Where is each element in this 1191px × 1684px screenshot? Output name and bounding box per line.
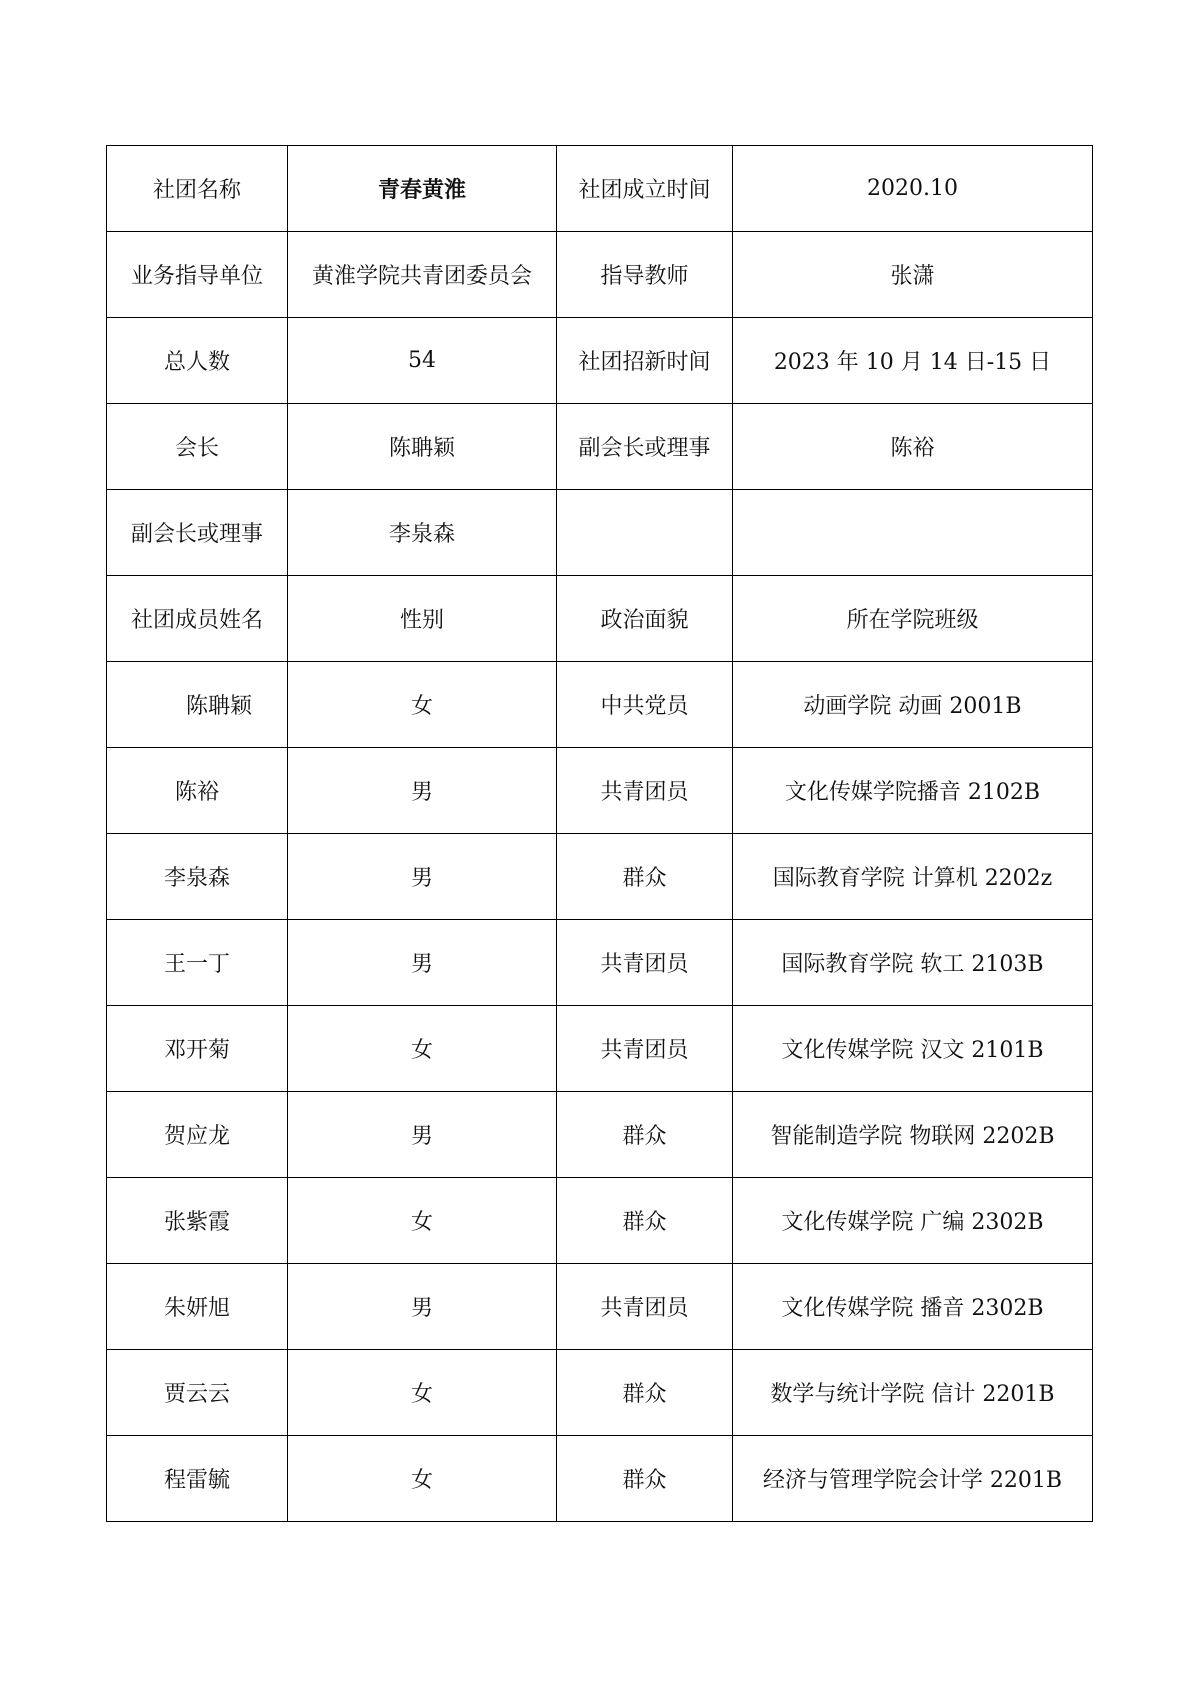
member-gender: 男: [288, 834, 557, 920]
member-college-class: 文化传媒学院 汉文 2101B: [733, 1006, 1093, 1092]
member-row: [107, 920, 1093, 1006]
member-gender: 女: [288, 1436, 557, 1522]
member-gender: 男: [288, 1264, 557, 1350]
member-row: [107, 1092, 1093, 1178]
member-gender: 女: [288, 662, 557, 748]
member-name: 程雷毓: [107, 1436, 288, 1522]
label-club-name: 社团名称: [107, 146, 288, 232]
info-row-club-name: [107, 146, 1093, 232]
label-supervising-unit: 业务指导单位: [107, 232, 288, 318]
value-president: 陈聃颖: [288, 404, 557, 490]
empty-cell: [557, 490, 733, 576]
value-founded-time: 2020.10: [733, 146, 1093, 232]
member-row: [107, 1178, 1093, 1264]
member-political-status: 中共党员: [557, 662, 733, 748]
header-gender: 性别: [288, 576, 557, 662]
member-college-class: 国际教育学院 计算机 2202z: [733, 834, 1093, 920]
club-info-table: [106, 145, 1093, 1522]
member-political-status: 共青团员: [557, 748, 733, 834]
label-recruit-time: 社团招新时间: [557, 318, 733, 404]
info-row-supervisor: [107, 232, 1093, 318]
header-college-class: 所在学院班级: [733, 576, 1093, 662]
label-founded-time: 社团成立时间: [557, 146, 733, 232]
label-advisor: 指导教师: [557, 232, 733, 318]
member-college-class: 智能制造学院 物联网 2202B: [733, 1092, 1093, 1178]
member-political-status: 群众: [557, 1436, 733, 1522]
member-name: 张紫霞: [107, 1178, 288, 1264]
info-row-members-count: [107, 318, 1093, 404]
info-row-vice-president: [107, 490, 1093, 576]
label-vice-president-2: 副会长或理事: [107, 490, 288, 576]
label-president: 会长: [107, 404, 288, 490]
member-row: [107, 1350, 1093, 1436]
member-name: 邓开菊: [107, 1006, 288, 1092]
member-gender: 男: [288, 920, 557, 1006]
member-college-class: 数学与统计学院 信计 2201B: [733, 1350, 1093, 1436]
member-college-class: 文化传媒学院播音 2102B: [733, 748, 1093, 834]
member-name: 朱妍旭: [107, 1264, 288, 1350]
member-gender: 男: [288, 1092, 557, 1178]
member-name: 陈聃颖: [107, 662, 288, 748]
member-college-class: 文化传媒学院 广编 2302B: [733, 1178, 1093, 1264]
member-political-status: 群众: [557, 1178, 733, 1264]
member-political-status: 共青团员: [557, 1006, 733, 1092]
member-row: [107, 1436, 1093, 1522]
value-recruit-time: 2023 年 10 月 14 日-15 日: [733, 318, 1093, 404]
member-college-class: 文化传媒学院 播音 2302B: [733, 1264, 1093, 1350]
member-header-row: [107, 576, 1093, 662]
value-supervising-unit: 黄淮学院共青团委员会: [288, 232, 557, 318]
header-political-status: 政治面貌: [557, 576, 733, 662]
empty-cell: [733, 490, 1093, 576]
info-row-president: [107, 404, 1093, 490]
value-club-name: 青春黄淮: [288, 146, 557, 232]
value-total-members: 54: [288, 318, 557, 404]
member-college-class: 经济与管理学院会计学 2201B: [733, 1436, 1093, 1522]
member-name: 王一丁: [107, 920, 288, 1006]
member-political-status: 群众: [557, 834, 733, 920]
member-political-status: 群众: [557, 1350, 733, 1436]
member-gender: 女: [288, 1350, 557, 1436]
member-name: 贺应龙: [107, 1092, 288, 1178]
member-political-status: 共青团员: [557, 920, 733, 1006]
value-advisor: 张潇: [733, 232, 1093, 318]
member-political-status: 共青团员: [557, 1264, 733, 1350]
member-name: 陈裕: [107, 748, 288, 834]
member-political-status: 群众: [557, 1092, 733, 1178]
value-vice-president: 陈裕: [733, 404, 1093, 490]
label-vice-president: 副会长或理事: [557, 404, 733, 490]
member-gender: 男: [288, 748, 557, 834]
member-college-class: 动画学院 动画 2001B: [733, 662, 1093, 748]
member-name: 贾云云: [107, 1350, 288, 1436]
header-member-name: 社团成员姓名: [107, 576, 288, 662]
member-name: 李泉森: [107, 834, 288, 920]
member-row: [107, 1006, 1093, 1092]
label-total-members: 总人数: [107, 318, 288, 404]
member-row: [107, 662, 1093, 748]
member-gender: 女: [288, 1006, 557, 1092]
member-gender: 女: [288, 1178, 557, 1264]
member-row: [107, 748, 1093, 834]
member-row: [107, 834, 1093, 920]
member-college-class: 国际教育学院 软工 2103B: [733, 920, 1093, 1006]
member-row: [107, 1264, 1093, 1350]
value-vice-president-2: 李泉森: [288, 490, 557, 576]
